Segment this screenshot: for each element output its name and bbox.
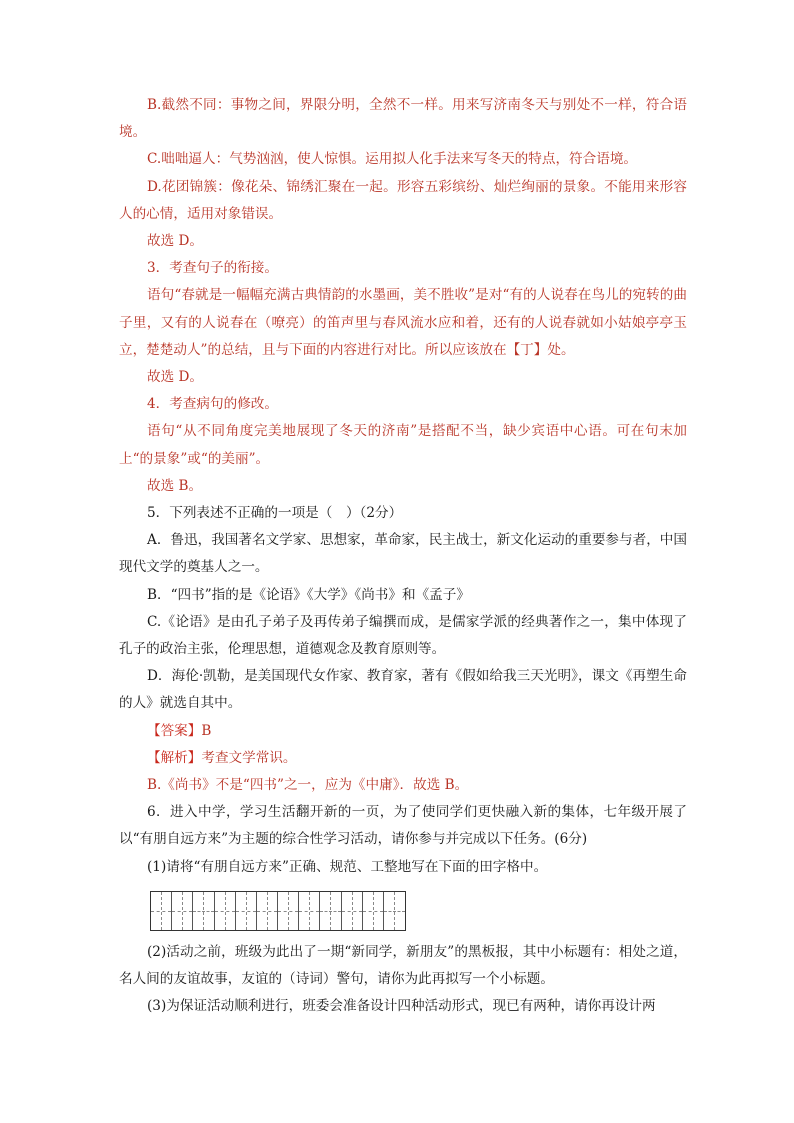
section-3-heading: 3．考查句子的衔接。 [147, 260, 278, 277]
question-5-option-b: B．“四书”指的是《论语》《大学》《尚书》和《孟子》 [147, 586, 470, 603]
document-body [119, 92, 687, 1021]
section-3-explanation: 语句“春就是一幅幅充满古典情韵的水墨画，美不胜收”是对“有的人说春在鸟儿的宛转的曲子里，又有的人说春在（嘹亮）的笛声里与春风流水应和着，还有的人说春就如小姑娘亭亭玉立，楚楚动人”的总结，且与下面的内容进行对比。所以应该放在【丁】处。 [119, 287, 687, 358]
option-b-explanation: B.截然不同：事物之间，界限分明，全然不一样。用来写济南冬天与别处不一样，符合语境。 [119, 97, 687, 141]
question-5-option-c: C.《论语》是由孔子弟子及再传弟子编撰而成，是儒家学派的经典著作之一，集中体现了孔子的政治主张，伦理思想，道德观念及教育原则等。 [119, 613, 687, 658]
grid-cell [299, 892, 320, 930]
grid-cell [172, 892, 193, 930]
grid-cell [151, 892, 172, 930]
grid-cell [363, 892, 384, 930]
answer-line [119, 718, 687, 745]
option-d-explanation: D.花团锦簇：像花朵、锦绣汇聚在一起。形容五彩缤纷、灿烂绚丽的景象。不能用来形容人的心情，适用对象错误。 [119, 178, 687, 222]
question-6-part-1: (1)请将“有朋自远方来”正确、规范、工整地写在下面的田字格中。 [147, 858, 548, 875]
grid-cell [215, 892, 236, 930]
answer-tag: 【答案】 [147, 722, 202, 739]
question-5-option-a: A．鲁迅，我国著名文学家、思想家，革命家，民主战士，新文化运动的重要参与者，中国现代文学的奠基人之一。 [119, 532, 687, 576]
question-6-part-3: (3)为保证活动顺利进行，班委会准备设计四种活动形式，现已有两种，请你再设计两 [147, 998, 656, 1015]
grid-cell [236, 892, 257, 930]
section-4-explanation: 语句“从不同角度完美地展现了冬天的济南”是搭配不当，缺少宾语中心语。可在句末加上“的景象”或“的美丽”。 [119, 423, 687, 467]
grid-cell [257, 892, 278, 930]
option-c-explanation: C.咄咄逼人：气势汹汹，使人惊惧。运用拟人化手法来写冬天的特点，符合语境。 [147, 151, 638, 168]
grid-cell [384, 892, 405, 930]
question-6-part-2: (2)活动之前，班级为此出了一期“新同学，新朋友”的黑板报，其中小标题有：相处之道，名人间的友谊故事，友谊的（诗词）警句，请你为此再拟写一个小标题。 [119, 943, 687, 988]
analysis-tag: 【解析】 [147, 749, 202, 766]
grid-cell [193, 892, 214, 930]
answer-choice-d-2: 故选 D。 [147, 369, 204, 386]
tianzige-grid [150, 891, 406, 931]
answer-value: B [201, 722, 212, 739]
analysis-value: 考查文学常识。 [201, 749, 297, 766]
grid-cell [278, 892, 299, 930]
answer-choice-d: 故选 D。 [147, 233, 204, 250]
grid-cell [320, 892, 341, 930]
analysis-line [119, 745, 687, 772]
section-4-heading: 4．考查病句的修改。 [147, 396, 278, 413]
analysis-detail: B.《尚书》不是“四书”之一，应为《中庸》．故选 B。 [147, 777, 469, 794]
question-5: 5．下列表述不正确的一项是（ ）（2分） [147, 505, 403, 522]
answer-choice-b: 故选 B。 [147, 477, 203, 494]
question-6: 6．进入中学，学习生活翻开新的一页，为了使同学们更快融入新的集体，七年级开展了以“有朋自远方来”为主题的综合性学习活动，请你参与并完成以下任务。(6分) [119, 804, 687, 848]
question-5-option-d: D．海伦·凯勒，是美国现代女作家、教育家，著有《假如给我三天光明》，课文《再塑生命的人》就选自其中。 [119, 668, 687, 712]
grid-cell [342, 892, 363, 930]
